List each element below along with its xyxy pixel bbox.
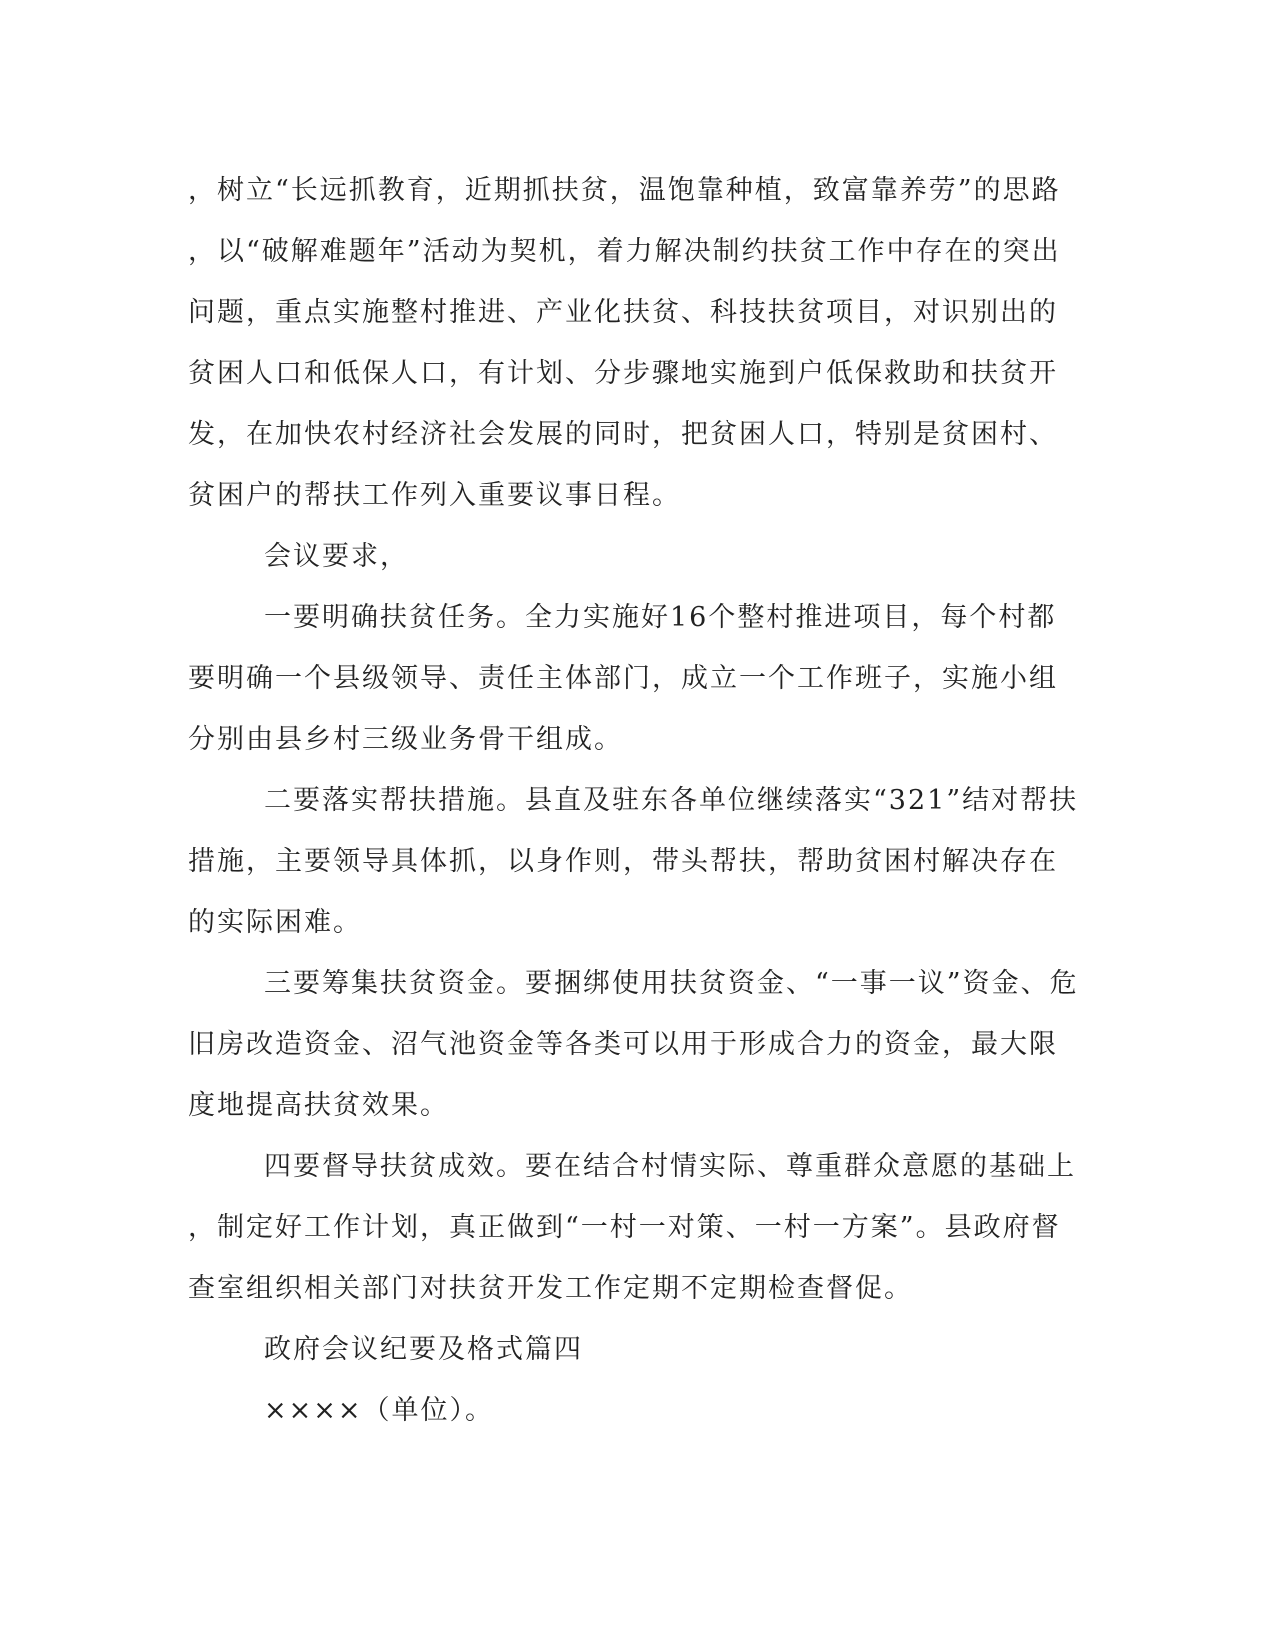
body-text-line: 旧房改造资金、沼气池资金等各类可以用于形成合力的资金，最大限 xyxy=(188,1029,1058,1060)
body-text-line: 二要落实帮扶措施。县直及驻东各单位继续落实“321”结对帮扶 xyxy=(264,785,1079,816)
body-text-line: 发，在加快农村经济社会发展的同时，把贫困人口，特别是贫困村、 xyxy=(188,419,1058,450)
body-text-line: 措施，主要领导具体抓，以身作则，带头帮扶，帮助贫困村解决存在 xyxy=(188,846,1058,877)
body-text-line: 贫困人口和低保人口，有计划、分步骤地实施到户低保救助和扶贫开 xyxy=(188,358,1058,389)
document-body xyxy=(188,160,1079,1441)
body-text-line: 的实际困难。 xyxy=(188,907,362,938)
body-text-line: 贫困户的帮扶工作列入重要议事日程。 xyxy=(188,480,681,511)
body-text-line: ，制定好工作计划，真正做到“一村一对策、一村一方案”。县政府督 xyxy=(188,1212,1061,1243)
body-text-line: 查室组织相关部门对扶贫开发工作定期不定期检查督促。 xyxy=(188,1273,913,1304)
body-text-line: 度地提高扶贫效果。 xyxy=(188,1090,449,1121)
paragraph-heading: 会议要求， xyxy=(264,541,409,572)
body-text-line: 三要筹集扶贫资金。要捆绑使用扶贫资金、“一事一议”资金、危 xyxy=(264,968,1079,999)
body-text-line: 一要明确扶贫任务。全力实施好16个整村推进项目，每个村都 xyxy=(264,602,1057,633)
section-title: 政府会议纪要及格式篇四 xyxy=(264,1334,583,1365)
unit-placeholder: ××××（单位）。 xyxy=(264,1395,494,1426)
body-text-line: ，树立“长远抓教育，近期抓扶贫，温饱靠种植，致富靠养劳”的思路 xyxy=(188,175,1061,206)
body-text-line: 分别由县乡村三级业务骨干组成。 xyxy=(188,724,623,755)
body-text-line: ，以“破解难题年”活动为契机，着力解决制约扶贫工作中存在的突出 xyxy=(188,236,1061,267)
body-text-line: 四要督导扶贫成效。要在结合村情实际、尊重群众意愿的基础上 xyxy=(264,1151,1076,1182)
body-text-line: 要明确一个县级领导、责任主体部门，成立一个工作班子，实施小组 xyxy=(188,663,1058,694)
body-text-line: 问题，重点实施整村推进、产业化扶贫、科技扶贫项目，对识别出的 xyxy=(188,297,1058,328)
